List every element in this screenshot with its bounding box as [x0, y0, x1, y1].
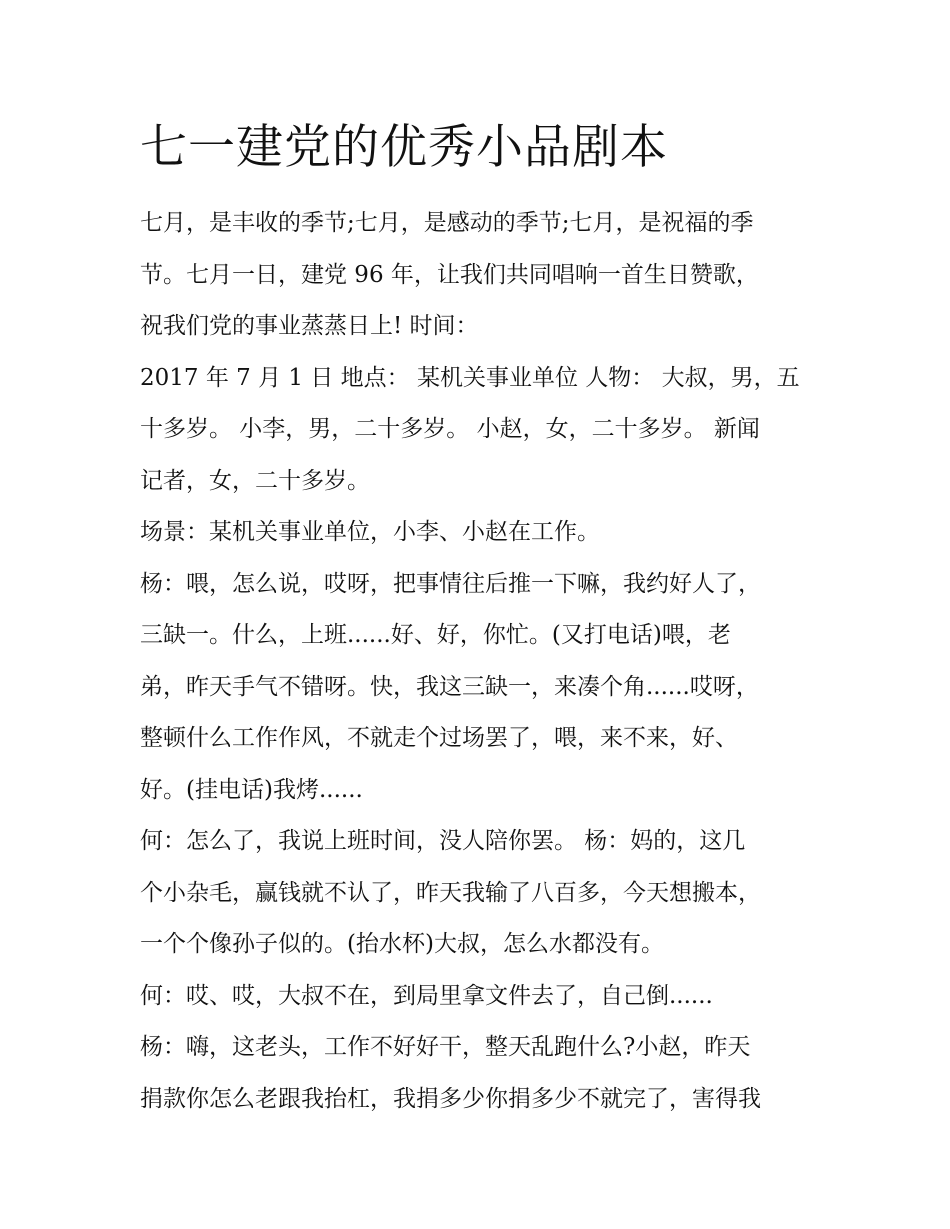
document-body: [140, 198, 830, 1125]
document-title: 七一建党的优秀小品剧本: [140, 120, 668, 175]
body-line: 好。(挂电话)我烤......: [140, 776, 363, 803]
body-line: 记者，女，二十多岁。: [140, 467, 370, 494]
body-line: 捐款你怎么老跟我抬杠，我捐多少你捐多少不就完了，害得我: [140, 1085, 761, 1112]
body-line: 2017 年 7 月 1 日 地点： 某机关事业单位 人物： 大叔，男，五: [140, 364, 800, 391]
body-line: 杨：嗨，这老头，工作不好好干，整天乱跑什么?小赵，昨天: [140, 1034, 751, 1060]
body-line: 杨：喂，怎么说，哎呀，把事情往后推一下嘛，我约好人了，: [140, 570, 761, 597]
body-line: 一个个像孙子似的。(抬水杯)大叔，怎么水都没有。: [140, 931, 664, 957]
body-line: 弟，昨天手气不错呀。快，我这三缺一，来凑个角......哎呀，: [140, 673, 759, 700]
body-line: 祝我们党的事业蒸蒸日上! 时间：: [140, 313, 479, 339]
body-line: 节。七月一日，建党 96 年，让我们共同唱响一首生日赞歌，: [140, 261, 759, 288]
body-line: 整顿什么工作作风，不就走个过场罢了，喂，来不来，好、: [140, 725, 738, 751]
body-line: 个小杂毛，赢钱就不认了，昨天我输了八百多，今天想搬本，: [140, 879, 761, 906]
body-line: 何：哎、哎，大叔不在，到局里拿文件去了，自己倒......: [140, 982, 713, 1009]
body-line: 七月，是丰收的季节;七月，是感动的季节;七月，是祝福的季: [140, 210, 754, 236]
body-line: 何：怎么了，我说上班时间，没人陪你罢。 杨：妈的，这几: [140, 828, 746, 854]
body-line: 十多岁。 小李，男，二十多岁。 小赵，女，二十多岁。 新闻: [140, 416, 760, 442]
body-line: 三缺一。什么，上班......好、好，你忙。(又打电话)喂，老: [140, 622, 731, 648]
body-line: 场景：某机关事业单位，小李、小赵在工作。: [140, 519, 600, 545]
